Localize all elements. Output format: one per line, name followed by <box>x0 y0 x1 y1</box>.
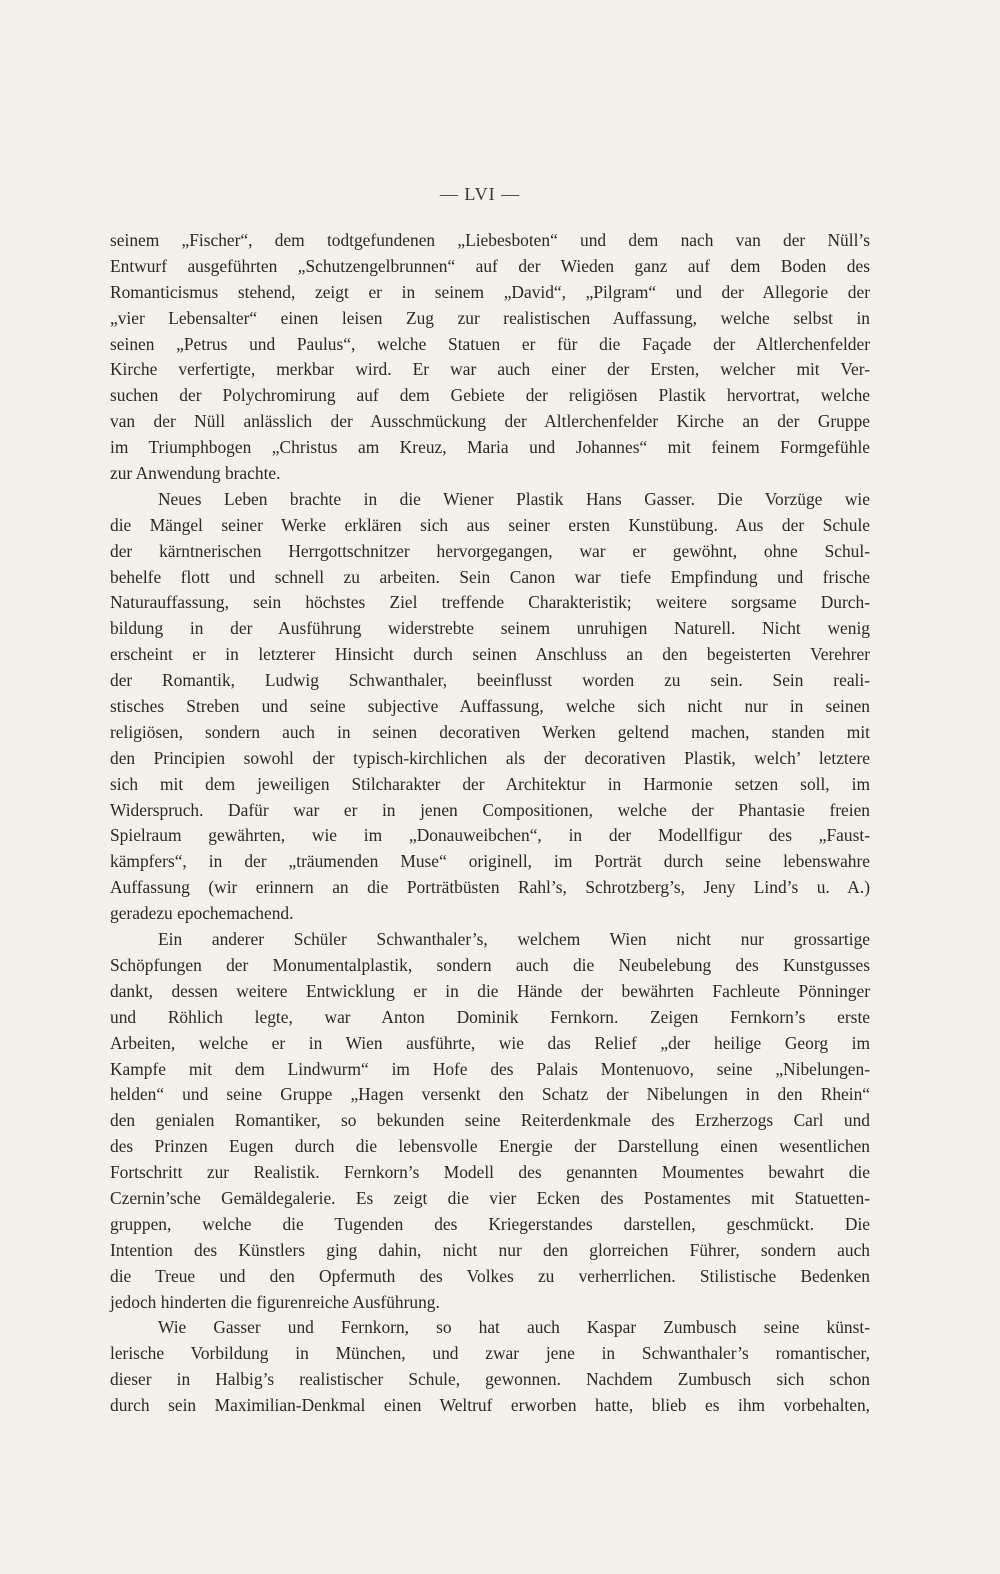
text-line: geradezu epochemachend. <box>110 903 294 924</box>
text-line: zur Anwendung brachte. <box>110 463 281 484</box>
text-line: helden“ und seine Gruppe „Hagen versenkt den Schatz der Nibelungen in den Rhein“ <box>110 1084 870 1105</box>
text-line: religiösen, sondern auch in seinen decorativen Werken geltend machen, standen mit <box>110 721 870 742</box>
text-line: die Treue und den Opfermuth des Volkes zu verherrlichen. Stilistische Bedenken <box>110 1265 870 1286</box>
text-line: Entwurf ausgeführten „Schutzengelbrunnen“ auf der Wieden ganz auf dem Boden des <box>110 255 870 276</box>
text-line: Wie Gasser und Fernkorn, so hat auch Kaspar Zumbusch seine künst- <box>158 1317 870 1338</box>
text-line: Intention des Künstlers ging dahin, nicht nur den glorreichen Führer, sondern auch <box>110 1239 870 1260</box>
text-line: Romanticismus stehend, zeigt er in seinem „David“, „Pilgram“ und der Allegorie der <box>110 281 870 302</box>
text-line: kämpfers“, in der „träumenden Muse“ originell, im Porträt durch seine lebenswahre <box>110 851 870 872</box>
text-line: Kampfe mit dem Lindwurm“ im Hofe des Palais Montenuovo, seine „Nibelungen- <box>110 1058 870 1079</box>
text-line: Widerspruch. Dafür war er in jenen Compositionen, welche der Phantasie freien <box>110 799 870 820</box>
text-line: van der Nüll anlässlich der Ausschmückung der Altlerchenfelder Kirche an der Gruppe <box>110 411 870 432</box>
text-line: bildung in der Ausführung widerstrebte seinem unruhigen Naturell. Nicht wenig <box>110 618 870 639</box>
text-line: stisches Streben und seine subjective Auffassung, welche sich nicht nur in seinen <box>110 696 870 717</box>
text-line: Arbeiten, welche er in Wien ausführte, wie das Relief „der heilige Georg im <box>110 1032 870 1053</box>
text-line: des Prinzen Eugen durch die lebensvolle Energie der Darstellung einen wesentlichen <box>110 1136 870 1157</box>
text-line: der kärntnerischen Herrgottschnitzer hervorgegangen, war er gewöhnt, ohne Schul- <box>110 540 870 561</box>
text-line: Kirche verfertigte, merkbar wird. Er war auch einer der Ersten, welcher mit Ver- <box>110 359 870 380</box>
text-line: Fortschritt zur Realistik. Fernkorn’s Modell des genannten Moumentes bewahrt die <box>110 1162 870 1183</box>
text-line: dieser in Halbig’s realistischer Schule, gewonnen. Nachdem Zumbusch sich schon <box>110 1369 870 1390</box>
text-line: dankt, dessen weitere Entwicklung er in die Hände der bewährten Fachleute Pönninger <box>110 980 870 1001</box>
text-line: durch sein Maximilian-Denkmal einen Weltruf erworben hatte, blieb es ihm vorbehalten, <box>110 1395 870 1416</box>
text-line: im Triumphbogen „Christus am Kreuz, Maria und Johannes“ mit feinem Formgefühle <box>110 437 870 458</box>
text-line: sich mit dem jeweiligen Stilcharakter der Architektur in Harmonie setzen soll, im <box>110 773 870 794</box>
text-line: Spielraum gewährten, wie im „Donauweibchen“, in der Modellfigur des „Faust- <box>110 825 870 846</box>
text-line: die Mängel seiner Werke erklären sich aus seiner ersten Kunstübung. Aus der Schule <box>110 514 870 535</box>
text-line: der Romantik, Ludwig Schwanthaler, beeinflusst worden zu sein. Sein reali- <box>110 670 870 691</box>
text-line: „vier Lebensalter“ einen leisen Zug zur realistischen Auffassung, welche selbst in <box>110 307 870 328</box>
text-line: den genialen Romantiker, so bekunden seine Reiterdenkmale des Erzherzogs Carl und <box>110 1110 870 1131</box>
text-line: suchen der Polychromirung auf dem Gebiete der religiösen Plastik hervortrat, welche <box>110 385 870 406</box>
body-text <box>110 228 870 1419</box>
text-line: gruppen, welche die Tugenden des Kriegerstandes darstellen, geschmückt. Die <box>110 1213 870 1234</box>
text-line: Neues Leben brachte in die Wiener Plastik Hans Gasser. Die Vorzüge wie <box>158 488 870 509</box>
text-line: seinen „Petrus und Paulus“, welche Statuen er für die Façade der Altlerchenfelder <box>110 333 870 354</box>
text-line: Auffassung (wir erinnern an die Porträtbüsten Rahl’s, Schrotzberg’s, Jeny Lind’s u. A.) <box>110 877 870 898</box>
text-line: erscheint er in letzterer Hinsicht durch seinen Anschluss an den begeisterten Verehrer <box>110 644 870 665</box>
page-number: — LVI — <box>439 184 521 204</box>
text-line: behelfe flott und schnell zu arbeiten. Sein Canon war tiefe Empfindung und frische <box>110 566 870 587</box>
text-line: und Röhlich legte, war Anton Dominik Fernkorn. Zeigen Fernkorn’s erste <box>110 1006 870 1027</box>
text-line: seinem „Fischer“, dem todtgefundenen „Liebesboten“ und dem nach van der Nüll’s <box>110 230 870 250</box>
text-line: Ein anderer Schüler Schwanthaler’s, welchem Wien nicht nur grossartige <box>158 929 870 950</box>
text-line: Schöpfungen der Monumentalplastik, sondern auch die Neubelebung des Kunstgusses <box>110 954 870 975</box>
text-line: Czernin’sche Gemäldegalerie. Es zeigt die vier Ecken des Postamentes mit Statuetten- <box>110 1187 870 1208</box>
text-line: Naturauffassung, sein höchstes Ziel treffende Charakteristik; weitere sorgsame Durch- <box>110 592 870 613</box>
text-line: jedoch hinderten die figurenreiche Ausführung. <box>110 1291 440 1312</box>
text-line: lerische Vorbildung in München, und zwar jene in Schwanthaler’s romantischer, <box>110 1343 870 1364</box>
text-line: den Principien sowohl der typisch-kirchlichen als der decorativen Plastik, welch’ letztere <box>110 747 870 768</box>
